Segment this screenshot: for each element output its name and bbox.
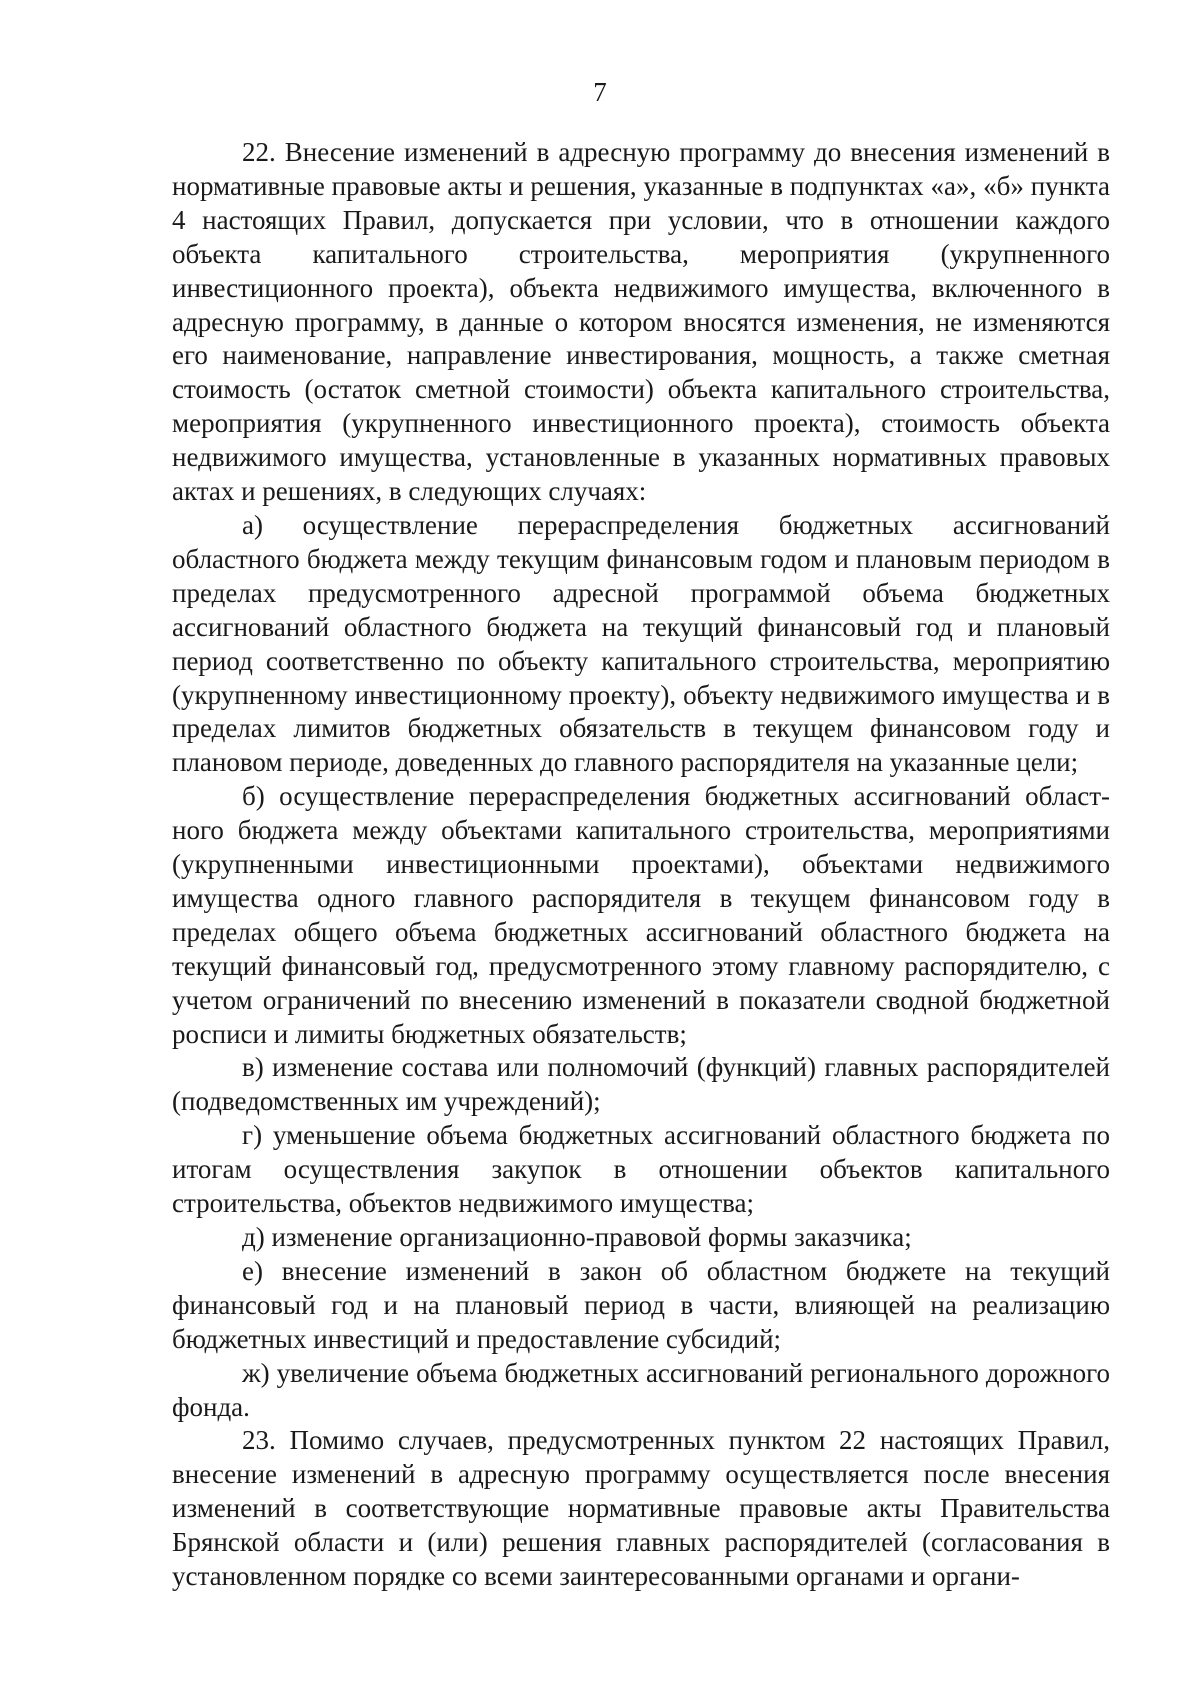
document-body [172, 136, 1110, 1594]
subclause-zh: ж) увеличение объема бюджетных ассигнований регионального дорожного фонда. [172, 1357, 1110, 1422]
paragraph-23: 23. Помимо случаев, предусмотренных пунктом 22 настоящих Правил, внесение изменений в адресную программу осуществляется после внесения изменений в соответствующие нормативные правовые акты Правительства Брянской области и (или) решения главных распорядителей (согласования в установленном порядке со всеми заинтересованными органами и органи- [172, 1425, 1110, 1592]
page-number: 7 [593, 77, 607, 107]
subclause-a: а) осуществление перераспределения бюджетных ассигнований областного бюджета между текущим финансовым годом и плановым периодом в пределах предусмотренного адресной программой объема бюджетных ассигнований областного бюджета на текущий финансовый год и плановый период соответственно по объекту капитального строительства, мероприятию (укрупненному инвестиционному проекту), объекту недвижимого имущества и в пределах лимитов бюджетных обязательств в текущем финансовом году и плановом периоде, доведенных до главного распорядителя на указанные цели; [172, 509, 1110, 778]
subclause-v: в) изменение состава или полномочий (функций) главных распорядителей (подведомственных им учреждений); [172, 1052, 1110, 1117]
subclause-e: е) внесение изменений в закон об областном бюджете на текущий финансовый год и на плановый период в части, влияющей на реализацию бюджетных инвестиций и предоставление субсидий; [172, 1255, 1110, 1354]
paragraph-22: 22. Внесение изменений в адресную программу до внесения изменений в нормативные правовые акты и решения, указанные в подпунктах «а», «б» пункта 4 настоящих Правил, допускается при условии, что в отношении каждого объекта капитального строительства, мероприятия (укрупненного инвестиционного проекта), объекта недвижимого имущества, включенного в адресную программу, в данные о котором вносятся изменения, не изменяются его наименование, направление инвестирования, мощность, а также сметная стоимость (остаток сметной стоимости) объекта капитального строительства, мероприятия (укрупненного инвестиционного проекта), стоимость объекта недвижимого имущества, установленные в указанных нормативных правовых актах и решениях, в следующих случаях: [172, 137, 1110, 507]
subclause-b: б) осуществление перераспределения бюджетных ассигнований областного бюджета между объектами капитального строительства, мероприятиями (укрупненными инвестиционными проектами), объектами недвижимого имущества одного главного распорядителя в текущем финансовом году в пределах общего объема бюджетных ассигнований областного бюджета на текущий финансовый год, предусмотренного этому главному распорядителю, с учетом ограничений по внесению изменений в показатели сводной бюджетной росписи и лимиты бюджетных обязательств; [172, 781, 1110, 1049]
subclause-d: д) изменение организационно-правовой формы заказчика; [242, 1222, 912, 1252]
subclause-g: г) уменьшение объема бюджетных ассигнований областного бюджета по итогам осуществления закупок в отношении объектов капитального строительства, объектов недвижимого имущества; [172, 1120, 1110, 1219]
